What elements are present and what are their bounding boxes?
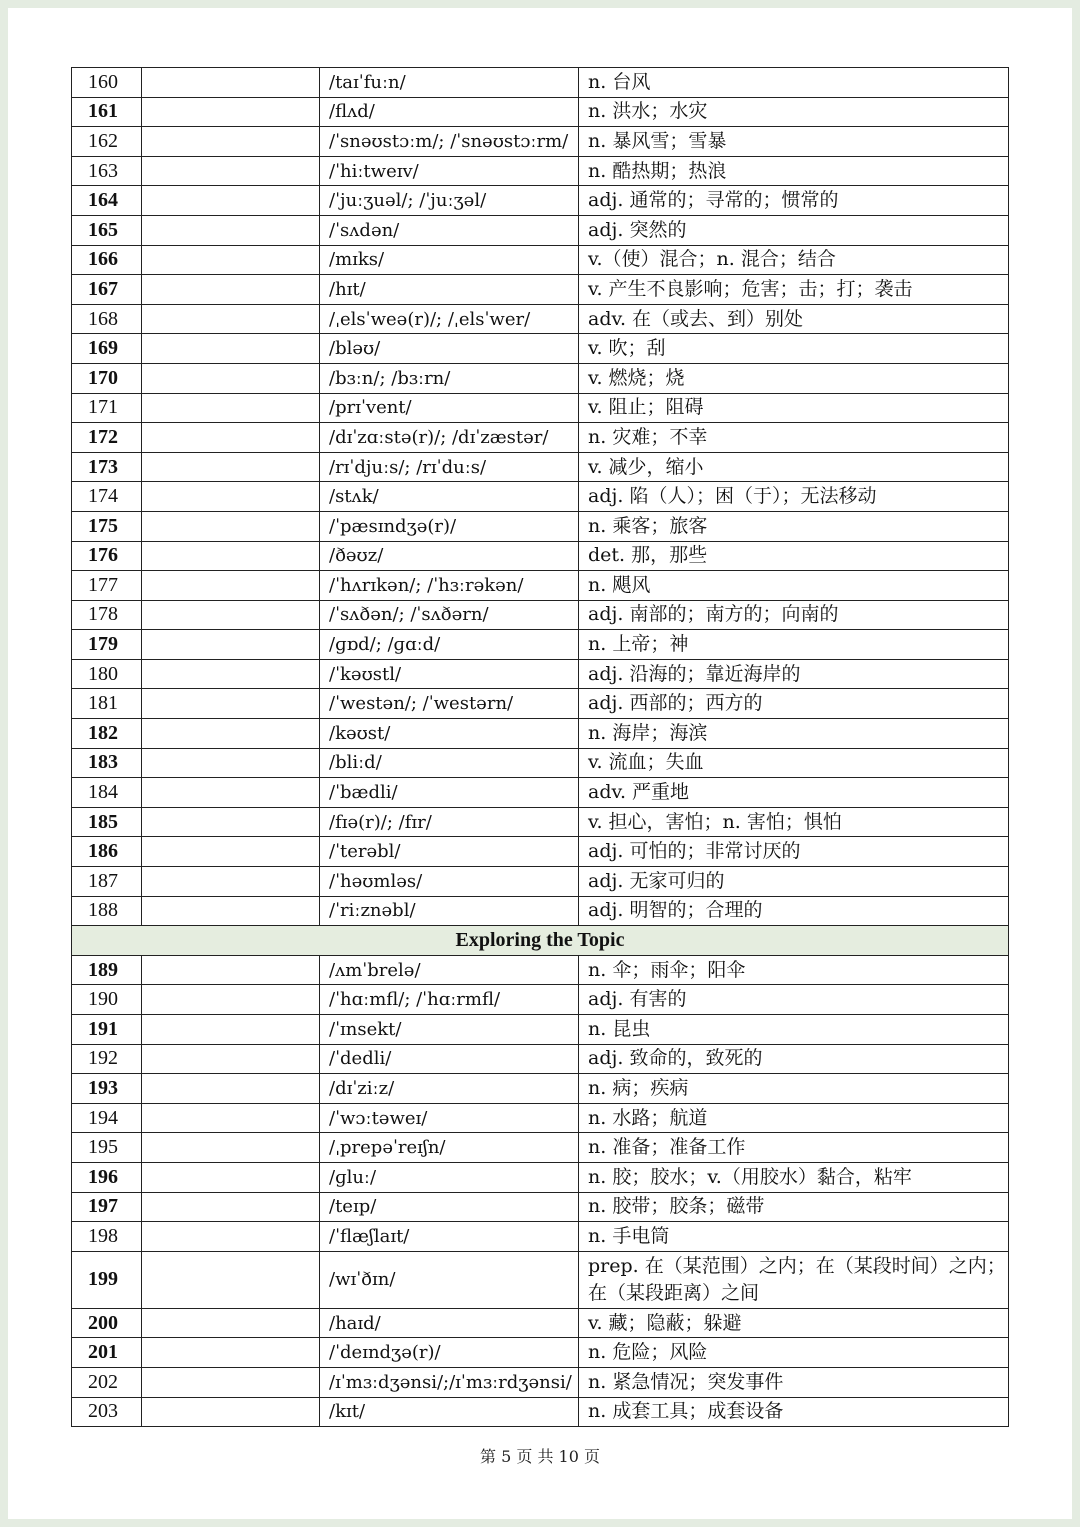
- word-number: 164: [72, 186, 142, 216]
- word-cell: [142, 1015, 320, 1045]
- word-cell: [142, 867, 320, 897]
- phonetic-cell: /taɪˈfuːn/: [320, 68, 579, 98]
- meaning-cell: adj. 突然的: [579, 215, 1009, 245]
- meaning-cell: v. 吹；刮: [579, 334, 1009, 364]
- table-row: [72, 837, 1009, 867]
- phonetic-cell: /ˈhəʊmləs/: [320, 867, 579, 897]
- word-cell: [142, 1103, 320, 1133]
- word-cell: [142, 1338, 320, 1368]
- phonetic-cell: /bɜːn/; /bɜːrn/: [320, 363, 579, 393]
- meaning-cell: v.（使）混合；n. 混合；结合: [579, 245, 1009, 275]
- meaning-cell: n. 飓风: [579, 571, 1009, 601]
- phonetic-cell: /fɪə(r)/; /fɪr/: [320, 807, 579, 837]
- phonetic-cell: /dɪˈziːz/: [320, 1074, 579, 1104]
- table-row: [72, 867, 1009, 897]
- phonetic-cell: /bləʊ/: [320, 334, 579, 364]
- phonetic-cell: /prɪˈvent/: [320, 393, 579, 423]
- table-row: [72, 1162, 1009, 1192]
- word-number: 194: [72, 1103, 142, 1133]
- meaning-cell: n. 水路；航道: [579, 1103, 1009, 1133]
- word-number: 187: [72, 867, 142, 897]
- phonetic-cell: /ˈflæʃlaɪt/: [320, 1222, 579, 1252]
- table-row: [72, 97, 1009, 127]
- meaning-cell: n. 洪水；水灾: [579, 97, 1009, 127]
- word-cell: [142, 778, 320, 808]
- word-number: 165: [72, 215, 142, 245]
- word-cell: [142, 571, 320, 601]
- table-row: [72, 1397, 1009, 1427]
- table-row: [72, 304, 1009, 334]
- word-cell: [142, 186, 320, 216]
- phonetic-cell: /haɪd/: [320, 1308, 579, 1338]
- table-row: [72, 630, 1009, 660]
- word-number: 180: [72, 659, 142, 689]
- vocabulary-rows-part-1: [72, 68, 1009, 926]
- word-cell: [142, 452, 320, 482]
- meaning-cell: det. 那，那些: [579, 541, 1009, 571]
- word-number: 184: [72, 778, 142, 808]
- phonetic-cell: /ˈriːznəbl/: [320, 896, 579, 926]
- meaning-cell: adj. 陷（人）；困（于）；无法移动: [579, 482, 1009, 512]
- table-row: [72, 215, 1009, 245]
- table-row: [72, 423, 1009, 453]
- table-row: [72, 245, 1009, 275]
- meaning-cell: prep. 在（某范围）之内；在（某段时间）之内；在（某段距离）之间: [579, 1251, 1009, 1308]
- phonetic-cell: /flʌd/: [320, 97, 579, 127]
- word-number: 170: [72, 363, 142, 393]
- phonetic-cell: /ˈsʌðən/; /ˈsʌðərn/: [320, 600, 579, 630]
- section-title: Exploring the Topic: [72, 926, 1009, 956]
- phonetic-cell: /ˈpæsɪndʒə(r)/: [320, 511, 579, 541]
- word-number: 166: [72, 245, 142, 275]
- word-number: 181: [72, 689, 142, 719]
- phonetic-cell: /dɪˈzɑːstə(r)/; /dɪˈzæstər/: [320, 423, 579, 453]
- table-row: [72, 571, 1009, 601]
- word-number: 203: [72, 1397, 142, 1427]
- word-cell: [142, 1251, 320, 1308]
- phonetic-cell: /ˈkəʊstl/: [320, 659, 579, 689]
- meaning-cell: adj. 通常的；寻常的；惯常的: [579, 186, 1009, 216]
- meaning-cell: adj. 无家可归的: [579, 867, 1009, 897]
- word-cell: [142, 215, 320, 245]
- word-cell: [142, 748, 320, 778]
- meaning-cell: adj. 西部的；西方的: [579, 689, 1009, 719]
- phonetic-cell: /ˈbædli/: [320, 778, 579, 808]
- page-footer: 第 5 页 共 10 页: [480, 1447, 600, 1466]
- word-number: 192: [72, 1044, 142, 1074]
- table-row: [72, 748, 1009, 778]
- meaning-cell: n. 乘客；旅客: [579, 511, 1009, 541]
- meaning-cell: n. 酷热期；热浪: [579, 156, 1009, 186]
- table-row: [72, 186, 1009, 216]
- word-number: 185: [72, 807, 142, 837]
- phonetic-cell: /ˈsnəʊstɔːm/; /ˈsnəʊstɔːrm/: [320, 127, 579, 157]
- meaning-cell: adv. 在（或去、到）别处: [579, 304, 1009, 334]
- word-number: 195: [72, 1133, 142, 1163]
- table-row: [72, 1015, 1009, 1045]
- word-cell: [142, 245, 320, 275]
- phonetic-cell: /ðəʊz/: [320, 541, 579, 571]
- phonetic-cell: /ʌmˈbrelə/: [320, 955, 579, 985]
- phonetic-cell: /stʌk/: [320, 482, 579, 512]
- word-number: 168: [72, 304, 142, 334]
- word-number: 198: [72, 1222, 142, 1252]
- table-row: [72, 541, 1009, 571]
- meaning-cell: n. 病；疾病: [579, 1074, 1009, 1104]
- table-row: [72, 1192, 1009, 1222]
- table-row: [72, 275, 1009, 305]
- word-number: 173: [72, 452, 142, 482]
- word-cell: [142, 807, 320, 837]
- phonetic-cell: /kɪt/: [320, 1397, 579, 1427]
- phonetic-cell: /ˌelsˈweə(r)/; /ˌelsˈwer/: [320, 304, 579, 334]
- table-row: [72, 1044, 1009, 1074]
- phonetic-cell: /ˈsʌdən/: [320, 215, 579, 245]
- table-row: [72, 127, 1009, 157]
- table-row: [72, 985, 1009, 1015]
- word-cell: [142, 423, 320, 453]
- meaning-cell: adj. 有害的: [579, 985, 1009, 1015]
- meaning-cell: n. 准备；准备工作: [579, 1133, 1009, 1163]
- table-row: [72, 689, 1009, 719]
- meaning-cell: n. 灾难；不幸: [579, 423, 1009, 453]
- phonetic-cell: /bliːd/: [320, 748, 579, 778]
- meaning-cell: v. 藏；隐蔽；躲避: [579, 1308, 1009, 1338]
- word-cell: [142, 127, 320, 157]
- vocabulary-rows-part-2: [72, 955, 1009, 1426]
- phonetic-cell: /ˈhʌrɪkən/; /ˈhɜːrəkən/: [320, 571, 579, 601]
- word-cell: [142, 1367, 320, 1397]
- meaning-cell: n. 昆虫: [579, 1015, 1009, 1045]
- word-cell: [142, 541, 320, 571]
- meaning-cell: n. 海岸；海滨: [579, 719, 1009, 749]
- table-row: [72, 1133, 1009, 1163]
- table-row: [72, 1222, 1009, 1252]
- word-number: 175: [72, 511, 142, 541]
- table-row: [72, 659, 1009, 689]
- word-cell: [142, 985, 320, 1015]
- word-number: 202: [72, 1367, 142, 1397]
- word-number: 178: [72, 600, 142, 630]
- word-number: 167: [72, 275, 142, 305]
- word-number: 191: [72, 1015, 142, 1045]
- phonetic-cell: /ˈterəbl/: [320, 837, 579, 867]
- word-number: 190: [72, 985, 142, 1015]
- table-row: [72, 778, 1009, 808]
- word-cell: [142, 1192, 320, 1222]
- meaning-cell: v. 阻止；阻碍: [579, 393, 1009, 423]
- meaning-cell: v. 燃烧；烧: [579, 363, 1009, 393]
- table-row: [72, 452, 1009, 482]
- table-row: [72, 482, 1009, 512]
- meaning-cell: n. 危险；风险: [579, 1338, 1009, 1368]
- table-row: [72, 334, 1009, 364]
- word-cell: [142, 1133, 320, 1163]
- word-number: 174: [72, 482, 142, 512]
- word-cell: [142, 1308, 320, 1338]
- table-row: [72, 393, 1009, 423]
- meaning-cell: adv. 严重地: [579, 778, 1009, 808]
- word-number: 182: [72, 719, 142, 749]
- meaning-cell: n. 紧急情况；突发事件: [579, 1367, 1009, 1397]
- phonetic-cell: /ˈjuːʒuəl/; /ˈjuːʒəl/: [320, 186, 579, 216]
- word-cell: [142, 97, 320, 127]
- meaning-cell: adj. 明智的；合理的: [579, 896, 1009, 926]
- phonetic-cell: /ˈdeɪndʒə(r)/: [320, 1338, 579, 1368]
- word-number: 188: [72, 896, 142, 926]
- word-cell: [142, 482, 320, 512]
- phonetic-cell: /ɪˈmɜːdʒənsi/;/ɪˈmɜːrdʒənsi/: [320, 1367, 579, 1397]
- word-number: 201: [72, 1338, 142, 1368]
- word-number: 200: [72, 1308, 142, 1338]
- word-cell: [142, 1222, 320, 1252]
- word-cell: [142, 719, 320, 749]
- word-cell: [142, 896, 320, 926]
- table-row: [72, 68, 1009, 98]
- meaning-cell: n. 胶；胶水；v.（用胶水）黏合，粘牢: [579, 1162, 1009, 1192]
- word-number: 197: [72, 1192, 142, 1222]
- table-row: [72, 719, 1009, 749]
- meaning-cell: n. 伞；雨伞；阳伞: [579, 955, 1009, 985]
- word-cell: [142, 363, 320, 393]
- phonetic-cell: /hɪt/: [320, 275, 579, 305]
- word-cell: [142, 1397, 320, 1427]
- word-number: 171: [72, 393, 142, 423]
- word-cell: [142, 304, 320, 334]
- word-cell: [142, 334, 320, 364]
- meaning-cell: n. 手电筒: [579, 1222, 1009, 1252]
- phonetic-cell: /ˈwestən/; /ˈwestərn/: [320, 689, 579, 719]
- word-cell: [142, 68, 320, 98]
- word-number: 199: [72, 1251, 142, 1308]
- phonetic-cell: /ˈwɔːtəweɪ/: [320, 1103, 579, 1133]
- section-header-row-group: [72, 926, 1009, 956]
- phonetic-cell: /ˌprepəˈreɪʃn/: [320, 1133, 579, 1163]
- table-row: [72, 600, 1009, 630]
- word-cell: [142, 1074, 320, 1104]
- vocabulary-table: [71, 67, 1009, 1427]
- meaning-cell: n. 上帝；神: [579, 630, 1009, 660]
- table-row: [72, 511, 1009, 541]
- meaning-cell: n. 胶带；胶条；磁带: [579, 1192, 1009, 1222]
- phonetic-cell: /rɪˈdjuːs/; /rɪˈduːs/: [320, 452, 579, 482]
- word-cell: [142, 955, 320, 985]
- meaning-cell: v. 担心，害怕；n. 害怕；惧怕: [579, 807, 1009, 837]
- meaning-cell: n. 暴风雪；雪暴: [579, 127, 1009, 157]
- meaning-cell: v. 产生不良影响；危害；击；打；袭击: [579, 275, 1009, 305]
- word-number: 186: [72, 837, 142, 867]
- phonetic-cell: /ˈhɑːmfl/; /ˈhɑːrmfl/: [320, 985, 579, 1015]
- phonetic-cell: /ˈɪnsekt/: [320, 1015, 579, 1045]
- section-header-row: [72, 926, 1009, 956]
- word-cell: [142, 275, 320, 305]
- table-row: [72, 955, 1009, 985]
- word-number: 196: [72, 1162, 142, 1192]
- word-cell: [142, 630, 320, 660]
- word-number: 176: [72, 541, 142, 571]
- meaning-cell: adj. 致命的，致死的: [579, 1044, 1009, 1074]
- table-row: [72, 1338, 1009, 1368]
- word-number: 177: [72, 571, 142, 601]
- word-number: 163: [72, 156, 142, 186]
- phonetic-cell: /ɡɒd/; /ɡɑːd/: [320, 630, 579, 660]
- phonetic-cell: /wɪˈðɪn/: [320, 1251, 579, 1308]
- word-number: 162: [72, 127, 142, 157]
- word-number: 161: [72, 97, 142, 127]
- phonetic-cell: /teɪp/: [320, 1192, 579, 1222]
- word-number: 172: [72, 423, 142, 453]
- meaning-cell: n. 台风: [579, 68, 1009, 98]
- word-cell: [142, 1162, 320, 1192]
- word-number: 183: [72, 748, 142, 778]
- word-cell: [142, 393, 320, 423]
- word-number: 189: [72, 955, 142, 985]
- word-cell: [142, 600, 320, 630]
- document-page: [8, 8, 1072, 1519]
- phonetic-cell: /kəʊst/: [320, 719, 579, 749]
- table-row: [72, 896, 1009, 926]
- table-row: [72, 807, 1009, 837]
- word-number: 179: [72, 630, 142, 660]
- phonetic-cell: /ˈhiːtweɪv/: [320, 156, 579, 186]
- meaning-cell: adj. 南部的；南方的；向南的: [579, 600, 1009, 630]
- phonetic-cell: /ˈdedli/: [320, 1044, 579, 1074]
- word-cell: [142, 1044, 320, 1074]
- table-row: [72, 1308, 1009, 1338]
- meaning-cell: v. 流血；失血: [579, 748, 1009, 778]
- word-cell: [142, 156, 320, 186]
- word-cell: [142, 659, 320, 689]
- word-number: 160: [72, 68, 142, 98]
- word-number: 169: [72, 334, 142, 364]
- table-row: [72, 1251, 1009, 1308]
- meaning-cell: v. 减少，缩小: [579, 452, 1009, 482]
- word-number: 193: [72, 1074, 142, 1104]
- phonetic-cell: /ɡluː/: [320, 1162, 579, 1192]
- meaning-cell: n. 成套工具；成套设备: [579, 1397, 1009, 1427]
- meaning-cell: adj. 可怕的；非常讨厌的: [579, 837, 1009, 867]
- meaning-cell: adj. 沿海的；靠近海岸的: [579, 659, 1009, 689]
- table-row: [72, 1074, 1009, 1104]
- word-cell: [142, 511, 320, 541]
- table-row: [72, 156, 1009, 186]
- word-cell: [142, 689, 320, 719]
- table-row: [72, 1103, 1009, 1133]
- phonetic-cell: /mɪks/: [320, 245, 579, 275]
- table-row: [72, 1367, 1009, 1397]
- table-row: [72, 363, 1009, 393]
- word-cell: [142, 837, 320, 867]
